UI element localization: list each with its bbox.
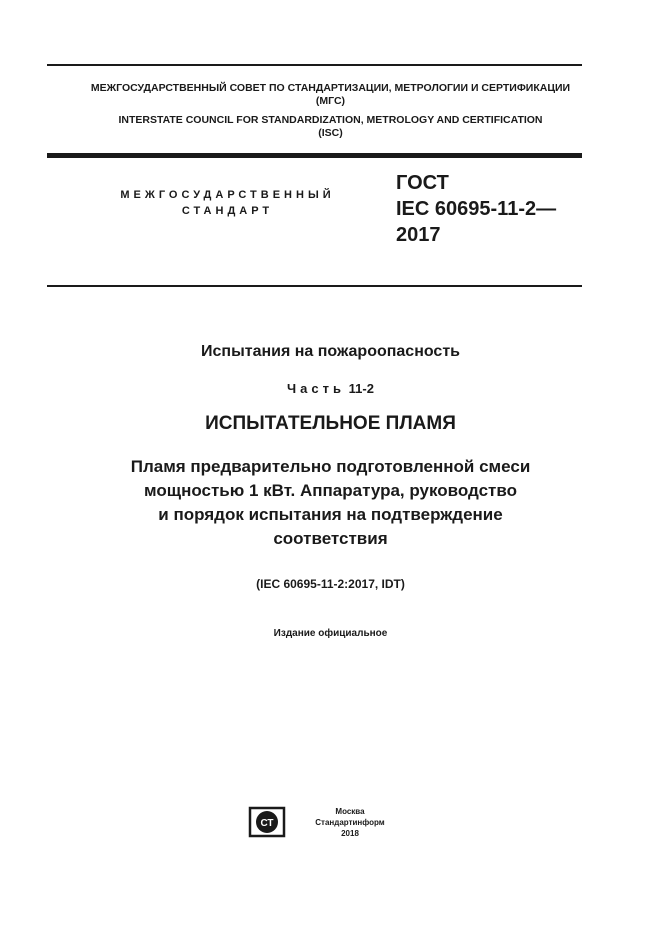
publisher-year: 2018 [341,829,359,838]
council-ru-abbr: (МГС) [315,95,346,107]
publisher-logo-icon [248,806,286,838]
designation-line3: 2017 [396,224,441,246]
publisher-city: Москва [335,807,365,816]
standard-type-label [100,187,355,219]
desc-line2: мощностью 1 кВт. Аппаратура, руководство [144,481,517,500]
council-en [47,114,614,140]
council-ru-name: МЕЖГОСУДАРСТВЕННЫЙ СОВЕТ ПО СТАНДАРТИЗАЦИИ, МЕТРОЛОГИИ И СЕРТИФИКАЦИИ [90,82,571,94]
council-ru [47,82,614,108]
title-main: Испытания на пожароопасность [201,343,460,360]
part-number: 11-2 [348,381,374,396]
designation-line1: ГОСТ [396,172,449,194]
top-rule [47,64,582,66]
publisher-info [300,806,400,839]
standard-type-line2: СТАНДАРТ [181,205,274,217]
council-en-abbr: (ISC) [318,127,343,139]
desc-line4: соответствия [273,529,388,548]
council-en-name: INTERSTATE COUNCIL FOR STANDARDIZATION, METROLOGY AND CERTIFICATION [118,114,543,126]
edition-note: Издание официальное [273,628,388,639]
part-word: Часть [287,381,345,396]
standard-type-line1: МЕЖГОСУДАРСТВЕННЫЙ [120,189,335,201]
designation-line2: IEC 60695-11-2— [396,198,557,220]
header-rule [47,153,582,158]
desc-line3: и порядок испытания на подтверждение [158,505,503,524]
publisher-name: Стандартинформ [315,818,385,827]
iec-reference: (IEC 60695-11-2:2017, IDT) [256,577,405,591]
logo-text: СТ [260,818,274,829]
part-label [0,381,661,396]
title-description [0,455,661,551]
title-rule [47,285,582,287]
standard-designation [396,170,556,248]
title-subject: ИСПЫТАТЕЛЬНОЕ ПЛАМЯ [205,413,456,434]
desc-line1: Пламя предварительно подготовленной смеси [130,457,531,476]
